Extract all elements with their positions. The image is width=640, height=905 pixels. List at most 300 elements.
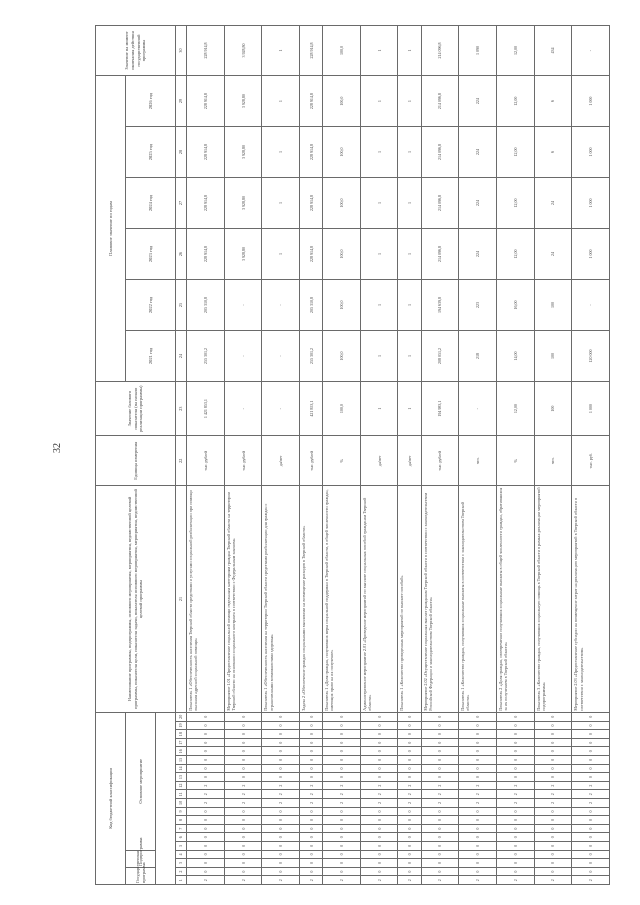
code-cell: 0 [300, 773, 323, 782]
code-cell: 0 [262, 764, 300, 773]
code-cell: 2 [323, 876, 361, 885]
code-cell: 2 [360, 799, 398, 808]
code-subheader-spacer [156, 712, 176, 884]
code-cell: 0 [300, 756, 323, 765]
code-cell: 0 [187, 738, 225, 747]
code-cell: 2 [262, 876, 300, 885]
code-cell: 0 [262, 867, 300, 876]
code-cell: 0 [224, 824, 262, 833]
code-cell: 0 [398, 824, 421, 833]
code-cell: 0 [496, 816, 534, 825]
code-cell: 0 [496, 867, 534, 876]
column-number: 3 [176, 859, 187, 868]
base-value-cell: - [224, 381, 262, 435]
code-cell: 0 [300, 807, 323, 816]
code-cell: 2 [421, 799, 459, 808]
code-cell: 0 [572, 859, 610, 868]
code-cell: 0 [224, 816, 262, 825]
code-cell: 0 [534, 738, 572, 747]
code-cell: 0 [572, 721, 610, 730]
code-cell: 2 [323, 781, 361, 790]
code-cell: 0 [262, 747, 300, 756]
code-cell: 0 [496, 833, 534, 842]
code-cell: 0 [224, 721, 262, 730]
code-cell: 0 [398, 738, 421, 747]
year-header: 2023 год [126, 229, 176, 280]
code-cell: 0 [572, 842, 610, 851]
code-cell: 0 [496, 807, 534, 816]
final-value-cell: 434 [534, 26, 572, 76]
code-cell: 0 [496, 747, 534, 756]
code-cell: 0 [360, 764, 398, 773]
code-cell: 0 [421, 764, 459, 773]
code-cell: 0 [262, 833, 300, 842]
code-cell: 0 [187, 859, 225, 868]
rotated-table-container [95, 25, 610, 885]
year-value-cell: 224 [459, 229, 497, 280]
code-cell: 0 [572, 867, 610, 876]
table-row [398, 26, 421, 885]
column-number: 6 [176, 833, 187, 842]
year-value-cell: 1 [360, 76, 398, 127]
code-cell: 2 [496, 781, 534, 790]
code-cell: 2 [421, 876, 459, 885]
final-value-cell: 214 096,8 [421, 26, 459, 76]
code-cell: 0 [262, 824, 300, 833]
column-number: 10 [176, 799, 187, 808]
code-cell: 0 [459, 816, 497, 825]
code-cell: 0 [534, 859, 572, 868]
code-cell: 0 [572, 747, 610, 756]
column-number: 24 [176, 330, 187, 381]
code-cell: 0 [421, 738, 459, 747]
year-value-cell: 3 928,80 [224, 229, 262, 280]
code-cell: 0 [421, 816, 459, 825]
row-name: Показатель 2 «Доля граждан, своевременно получивших социальные выплаты в общей численности граждан, обратившихся за их получением в Тверской области» [496, 486, 534, 713]
program-table [95, 25, 610, 885]
code-cell: 2 [572, 790, 610, 799]
code-cell: 0 [187, 850, 225, 859]
year-value-cell: - [224, 280, 262, 331]
year-value-cell: - [224, 330, 262, 381]
column-number: 12 [176, 781, 187, 790]
code-cell: 0 [398, 859, 421, 868]
code-cell: 2 [224, 799, 262, 808]
code-cell: 0 [459, 721, 497, 730]
code-cell: 0 [300, 730, 323, 739]
year-value-cell: 228 914,8 [300, 229, 323, 280]
row-name: Мероприятие 2.02 «Осуществление социальных выплат гражданам Тверской области в соответствии с законодательством Российской Федерации и законодательством Тверской области» [421, 486, 459, 713]
code-cell: 0 [534, 764, 572, 773]
year-value-cell: 100,0 [323, 330, 361, 381]
year-value-cell: 228 914,8 [300, 178, 323, 229]
code-cell: 0 [323, 867, 361, 876]
base-value-cell: 1 421 853,1 [187, 381, 225, 435]
year-value-cell: 100,0 [323, 178, 361, 229]
base-value-cell: - [459, 381, 497, 435]
code-cell: 2 [360, 781, 398, 790]
code-cell: 0 [459, 859, 497, 868]
code-cell: 2 [262, 781, 300, 790]
row-name: Показатель 1 «Обеспеченность населения на территории Тверской области средствами реабилитации для граждан с ограниченными возможностями здоровья» [262, 486, 300, 713]
code-cell: 0 [534, 833, 572, 842]
code-cell: 2 [459, 799, 497, 808]
year-value-cell: 1 000 [572, 127, 610, 178]
code-cell: 2 [496, 790, 534, 799]
code-cell: 0 [398, 721, 421, 730]
base-header: Значение базового показателя (на начало реализации программы) [96, 381, 176, 435]
year-value-cell: 1 [360, 280, 398, 331]
code-cell: 2 [534, 799, 572, 808]
code-cell: 0 [360, 773, 398, 782]
column-number: 8 [176, 816, 187, 825]
code-cell: 0 [421, 712, 459, 721]
code-cell: 0 [300, 850, 323, 859]
final-value-cell: 228 914,8 [187, 26, 225, 76]
code-cell: 0 [300, 738, 323, 747]
code-cell: 0 [224, 712, 262, 721]
year-header: 2022 год [126, 280, 176, 331]
final-header: Значение на момент окончания действия государственной программы [96, 26, 176, 76]
year-value-cell: 228 914,8 [187, 127, 225, 178]
code-cell: 2 [572, 799, 610, 808]
code-cell: 0 [323, 747, 361, 756]
code-cell: 2 [421, 781, 459, 790]
column-number: 28 [176, 127, 187, 178]
code-cell: 2 [187, 790, 225, 799]
code-cell: 0 [421, 730, 459, 739]
year-value-cell: 12,00 [496, 127, 534, 178]
year-value-cell: 1 [398, 330, 421, 381]
code-cell: 2 [534, 876, 572, 885]
pp-header: Подпрограмма [126, 850, 156, 867]
row-name: Показатель 1 «Доля граждан, получивших меры социальной поддержки в Тверской области, в общей численности граждан, имеющих право на их получение» [323, 486, 361, 713]
code-cell: 0 [360, 850, 398, 859]
column-number: 17 [176, 738, 187, 747]
row-name: Показатель 1 «Количество проведенных мероприятий по выплате пособий» [398, 486, 421, 713]
code-cell: 0 [459, 747, 497, 756]
year-value-cell: 228 914,8 [187, 229, 225, 280]
column-number: 9 [176, 807, 187, 816]
code-cell: 2 [300, 876, 323, 885]
year-value-cell: - [262, 280, 300, 331]
code-cell: 2 [534, 781, 572, 790]
base-value-cell: 194 983,1 [421, 381, 459, 435]
code-cell: 0 [224, 747, 262, 756]
year-value-cell: 1 [262, 178, 300, 229]
base-value-cell: - [262, 381, 300, 435]
code-cell: 0 [398, 867, 421, 876]
year-value-cell: 214 096,8 [421, 76, 459, 127]
code-cell: 0 [323, 824, 361, 833]
final-value-cell: 1 [360, 26, 398, 76]
code-cell: 0 [323, 738, 361, 747]
table-row [224, 26, 262, 885]
code-cell: 0 [262, 738, 300, 747]
year-value-cell: 6 [534, 76, 572, 127]
code-cell: 0 [224, 859, 262, 868]
code-cell: 0 [572, 850, 610, 859]
code-cell: 2 [421, 790, 459, 799]
code-cell: 2 [300, 781, 323, 790]
code-cell: 0 [459, 730, 497, 739]
code-cell: 0 [421, 833, 459, 842]
code-cell: 0 [459, 807, 497, 816]
code-cell: 0 [262, 730, 300, 739]
code-cell: 0 [360, 721, 398, 730]
final-value-cell: 3 928,80 [224, 26, 262, 76]
code-cell: 0 [534, 730, 572, 739]
code-cell: 0 [360, 833, 398, 842]
column-number: 18 [176, 730, 187, 739]
code-cell: 0 [323, 816, 361, 825]
code-cell: 0 [421, 747, 459, 756]
year-value-cell: 3 928,80 [224, 76, 262, 127]
base-value-cell: 1 [360, 381, 398, 435]
code-cell: 2 [398, 781, 421, 790]
year-value-cell: - [572, 280, 610, 331]
code-cell: 0 [572, 773, 610, 782]
year-value-cell: 12,00 [496, 229, 534, 280]
year-value-cell: 1 [360, 229, 398, 280]
code-cell: 0 [262, 807, 300, 816]
code-cell: 0 [360, 816, 398, 825]
code-cell: 2 [187, 876, 225, 885]
code-cell: 0 [496, 850, 534, 859]
table-row [300, 26, 323, 885]
unit-cell: % [323, 436, 361, 486]
unit-cell: тыс. рублей [300, 436, 323, 486]
code-cell: 0 [398, 747, 421, 756]
code-cell: 0 [300, 764, 323, 773]
code-cell: 0 [360, 738, 398, 747]
year-value-cell: 228 914,8 [300, 127, 323, 178]
column-number: 19 [176, 721, 187, 730]
code-cell: 0 [300, 842, 323, 851]
column-number: 23 [176, 381, 187, 435]
code-cell: 0 [360, 747, 398, 756]
year-value-cell: 24 [534, 229, 572, 280]
code-cell: 0 [187, 764, 225, 773]
table-row [534, 26, 572, 885]
code-cell: 0 [534, 721, 572, 730]
year-value-cell: 214 096,8 [421, 229, 459, 280]
column-number: 15 [176, 756, 187, 765]
code-cell: 0 [496, 842, 534, 851]
code-cell: 0 [360, 756, 398, 765]
code-cell: 0 [187, 730, 225, 739]
code-cell: 0 [496, 712, 534, 721]
year-value-cell: 1 000 [572, 178, 610, 229]
code-cell: 0 [534, 816, 572, 825]
year-header: 2025 год [126, 127, 176, 178]
code-cell: 2 [398, 799, 421, 808]
code-cell: 0 [262, 756, 300, 765]
code-cell: 0 [572, 816, 610, 825]
unit-cell: тыс. руб. [572, 436, 610, 486]
code-cell: 0 [496, 721, 534, 730]
code-cell: 2 [459, 781, 497, 790]
year-value-cell: 255 301,2 [187, 330, 225, 381]
code-cell: 2 [300, 799, 323, 808]
code-cell: 0 [534, 867, 572, 876]
code-cell: 0 [459, 764, 497, 773]
column-number: 7 [176, 824, 187, 833]
code-cell: 0 [534, 712, 572, 721]
year-value-cell: 194 639,8 [421, 280, 459, 331]
code-cell: 0 [421, 756, 459, 765]
code-cell: 0 [459, 712, 497, 721]
table-row [421, 26, 459, 885]
year-value-cell: 1 [262, 229, 300, 280]
base-value-cell: 100,0 [323, 381, 361, 435]
year-value-cell: 223 [459, 280, 497, 331]
code-cell: 0 [421, 721, 459, 730]
year-value-cell: 1 [398, 178, 421, 229]
code-cell: 0 [187, 867, 225, 876]
code-cell: 0 [496, 773, 534, 782]
table-row [323, 26, 361, 885]
column-numbers-row [176, 26, 187, 885]
code-cell: 0 [459, 824, 497, 833]
code-cell: 0 [459, 738, 497, 747]
code-cell: 2 [262, 799, 300, 808]
code-cell: 2 [459, 876, 497, 885]
code-cell: 0 [187, 773, 225, 782]
code-cell: 2 [187, 799, 225, 808]
code-cell: 0 [572, 824, 610, 833]
code-cell: 0 [572, 833, 610, 842]
code-cell: 0 [398, 730, 421, 739]
code-cell: 0 [300, 816, 323, 825]
code-cell: 2 [323, 799, 361, 808]
code-cell: 2 [496, 799, 534, 808]
code-cell: 2 [572, 781, 610, 790]
base-value-cell: 100 [534, 381, 572, 435]
year-value-cell: 1 [262, 76, 300, 127]
column-number: 30 [176, 26, 187, 76]
code-cell: 0 [360, 730, 398, 739]
base-value-cell: 1 000 [572, 381, 610, 435]
year-value-cell: 224 [459, 76, 497, 127]
unit-cell: чел. [534, 436, 572, 486]
code-cell: 0 [262, 816, 300, 825]
base-value-cell: 12,00 [496, 381, 534, 435]
code-cell: 0 [323, 756, 361, 765]
code-cell: 2 [360, 876, 398, 885]
code-cell: 2 [300, 790, 323, 799]
year-value-cell: 205 310,8 [300, 280, 323, 331]
code-cell: 0 [360, 712, 398, 721]
code-cell: 0 [398, 833, 421, 842]
code-cell: 0 [421, 842, 459, 851]
code-cell: 0 [262, 773, 300, 782]
year-value-cell: 208 051,2 [421, 330, 459, 381]
code-cell: 0 [360, 824, 398, 833]
year-value-cell: 12,00 [496, 178, 534, 229]
year-value-cell: 214 096,8 [421, 127, 459, 178]
code-group-header: Код бюджетной классификации [96, 712, 126, 884]
year-value-cell: 100,0 [323, 127, 361, 178]
year-value-cell: 1 [360, 178, 398, 229]
code-cell: 0 [224, 833, 262, 842]
code-cell: 0 [323, 730, 361, 739]
code-cell: 0 [187, 824, 225, 833]
table-row [496, 26, 534, 885]
year-value-cell: 218 [459, 330, 497, 381]
table-row [187, 26, 225, 885]
code-cell: 0 [224, 730, 262, 739]
unit-cell: тыс. рублей [224, 436, 262, 486]
code-cell: 0 [421, 859, 459, 868]
final-value-cell: 100,0 [323, 26, 361, 76]
code-cell: 0 [224, 738, 262, 747]
year-value-cell: 1 [262, 127, 300, 178]
code-cell: 0 [323, 807, 361, 816]
year-value-cell: 3 928,80 [224, 178, 262, 229]
code-cell: 0 [323, 712, 361, 721]
column-number: 29 [176, 76, 187, 127]
code-cell: 0 [262, 712, 300, 721]
year-value-cell: 224 [459, 127, 497, 178]
code-cell: 0 [323, 764, 361, 773]
code-cell: 0 [224, 764, 262, 773]
column-number: 21 [176, 486, 187, 713]
code-cell: 0 [572, 807, 610, 816]
column-number: 5 [176, 842, 187, 851]
year-value-cell: 12,00 [496, 76, 534, 127]
code-cell: 2 [187, 781, 225, 790]
year-value-cell: 100,0 [323, 229, 361, 280]
code-cell: 0 [224, 756, 262, 765]
year-value-cell: 100,0 [323, 280, 361, 331]
code-cell: 0 [323, 773, 361, 782]
table-row [572, 26, 610, 885]
code-cell: 0 [398, 807, 421, 816]
table-body [187, 26, 610, 885]
code-cell: 0 [459, 756, 497, 765]
column-number: 14 [176, 764, 187, 773]
code-cell: 0 [496, 756, 534, 765]
year-value-cell: 16,00 [496, 280, 534, 331]
unit-header: Единица измерения [96, 436, 176, 486]
column-number: 20 [176, 712, 187, 721]
unit-cell: да/нет [262, 436, 300, 486]
row-name: Показатель 1 «Количество граждан, получивших социальные выплаты в соответствии с законодательством Тверской области» [459, 486, 497, 713]
code-cell: 0 [300, 867, 323, 876]
code-cell: 0 [224, 850, 262, 859]
code-cell: 0 [187, 816, 225, 825]
code-cell: 0 [572, 712, 610, 721]
code-cell: 0 [300, 824, 323, 833]
code-cell: 0 [360, 842, 398, 851]
final-value-cell: 1 090 [459, 26, 497, 76]
year-value-cell: 1 [360, 330, 398, 381]
code-cell: 0 [187, 747, 225, 756]
year-value-cell: 228 914,8 [187, 178, 225, 229]
code-cell: 0 [224, 867, 262, 876]
year-value-cell: 3 928,80 [224, 127, 262, 178]
row-name: Задача 2 «Обеспечение граждан социальными выплатами на возмещение расходов в Тверской области» [300, 486, 323, 713]
code-cell: 0 [187, 833, 225, 842]
column-number: 4 [176, 850, 187, 859]
code-cell: 0 [262, 850, 300, 859]
code-cell: 0 [360, 867, 398, 876]
code-cell: 0 [398, 816, 421, 825]
code-cell: 2 [459, 790, 497, 799]
final-value-cell: 12,00 [496, 26, 534, 76]
code-cell: 0 [187, 807, 225, 816]
